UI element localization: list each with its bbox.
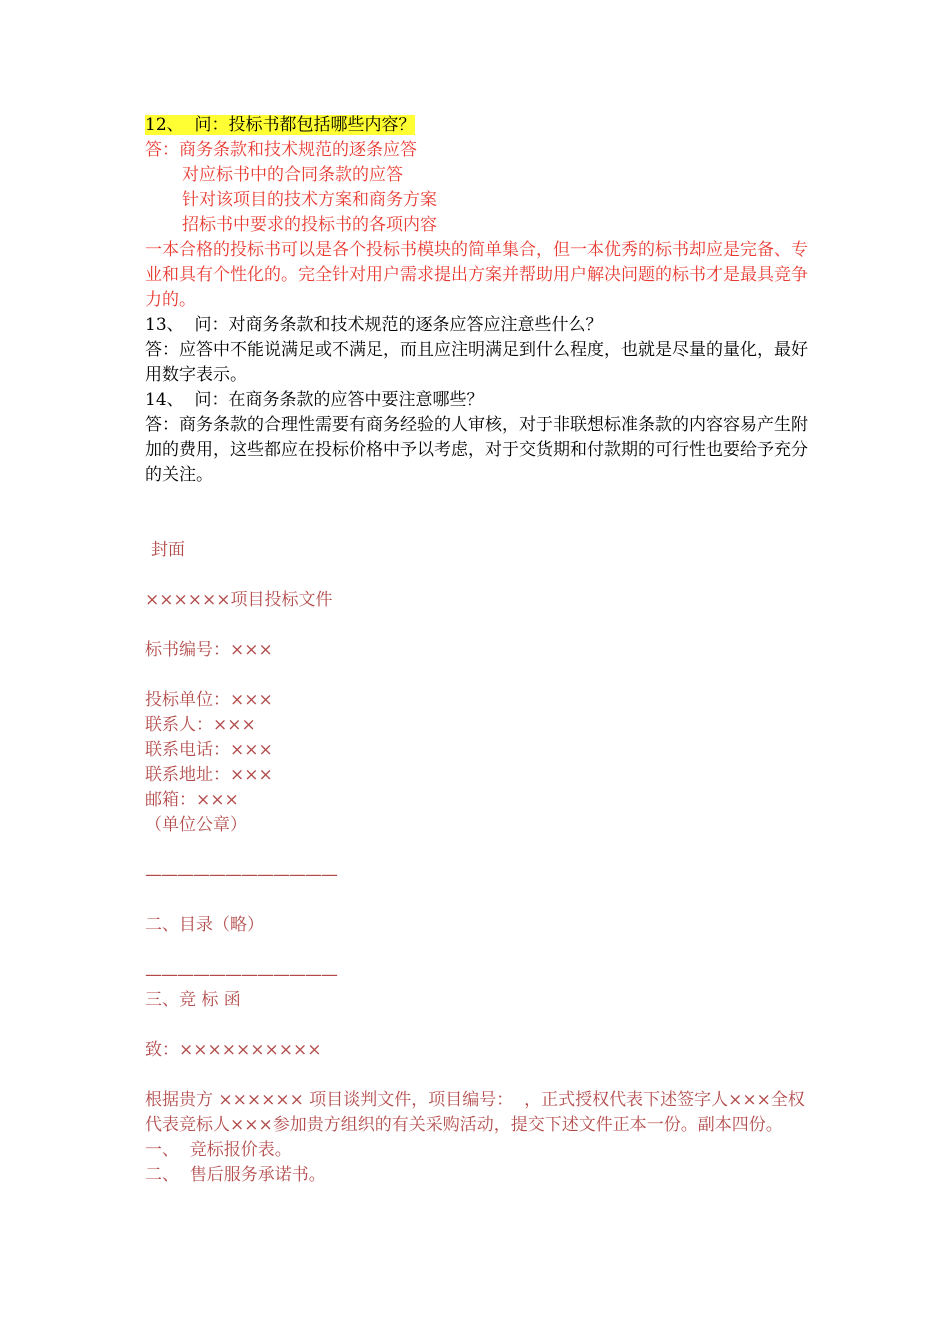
spacer: [145, 938, 810, 963]
cover-heading: 封面: [151, 540, 185, 560]
answer-12-summary: 一本合格的投标书可以是各个投标书模块的简单集合，但一本优秀的标书却应是完备、专业和具有个性化的。完全针对用户需求提出方案并帮助用户解决问题的标书才是最具竞争力的。: [145, 240, 808, 310]
divider: ————————————: [145, 865, 337, 885]
list-item: 二、 售后服务承诺书。: [145, 1165, 326, 1185]
spacer: [145, 838, 810, 863]
spacer: [145, 613, 810, 638]
bidder-field: 投标单位：×××: [145, 690, 273, 710]
phone-field: 联系电话：×××: [145, 740, 273, 760]
document-page: [145, 113, 810, 1188]
project-title: ××××××项目投标文件: [145, 590, 333, 610]
spacer: [145, 888, 810, 913]
answer-12-item: 招标书中要求的投标书的各项内容: [182, 215, 437, 235]
question-13: 13、 问：对商务条款和技术规范的逐条应答应注意些什么？: [145, 315, 603, 335]
address-field: 联系地址：×××: [145, 765, 273, 785]
divider: ————————————: [145, 965, 337, 985]
letter-body: 根据贵方 ×××××× 项目谈判文件，项目编号： ，正式授权代表下述签字人×××全权代表竞标人×××参加贵方组织的有关采购活动，提交下述文件正本一份。副本四份。: [145, 1090, 805, 1135]
seal-field: （单位公章）: [145, 815, 247, 835]
answer-12-item: 对应标书中的合同条款的应答: [182, 165, 403, 185]
answer-13: 答：应答中不能说满足或不满足，而且应注明满足到什么程度，也就是尽量的量化，最好用数字表示。: [145, 340, 808, 385]
recipient: 致：××××××××××: [145, 1040, 322, 1060]
postcode-field: 邮箱：×××: [145, 790, 239, 810]
bid-number: 标书编号：×××: [145, 640, 273, 660]
spacer: [145, 488, 810, 538]
answer-12: 答：商务条款和技术规范的逐条应答: [145, 140, 417, 160]
spacer: [145, 1063, 810, 1088]
answer-12-item: 针对该项目的技术方案和商务方案: [182, 190, 437, 210]
question-12-highlight: 12、 问：投标书都包括哪些内容？: [145, 115, 416, 135]
contact-field: 联系人：×××: [145, 715, 256, 735]
toc-heading: 二、目录（略）: [145, 915, 264, 935]
answer-14: 答：商务条款的合理性需要有商务经验的人审核，对于非联想标准条款的内容容易产生附加的费用，这些都应在投标价格中予以考虑，对于交货期和付款期的可行性也要给予充分的关注。: [145, 415, 808, 485]
question-12: [145, 113, 810, 138]
letter-heading: 三、竞 标 函: [145, 990, 241, 1010]
spacer: [145, 563, 810, 588]
spacer: [145, 1013, 810, 1038]
list-item: 一、 竞标报价表。: [145, 1140, 292, 1160]
spacer: [145, 663, 810, 688]
question-14: 14、 问：在商务条款的应答中要注意哪些？: [145, 390, 484, 410]
